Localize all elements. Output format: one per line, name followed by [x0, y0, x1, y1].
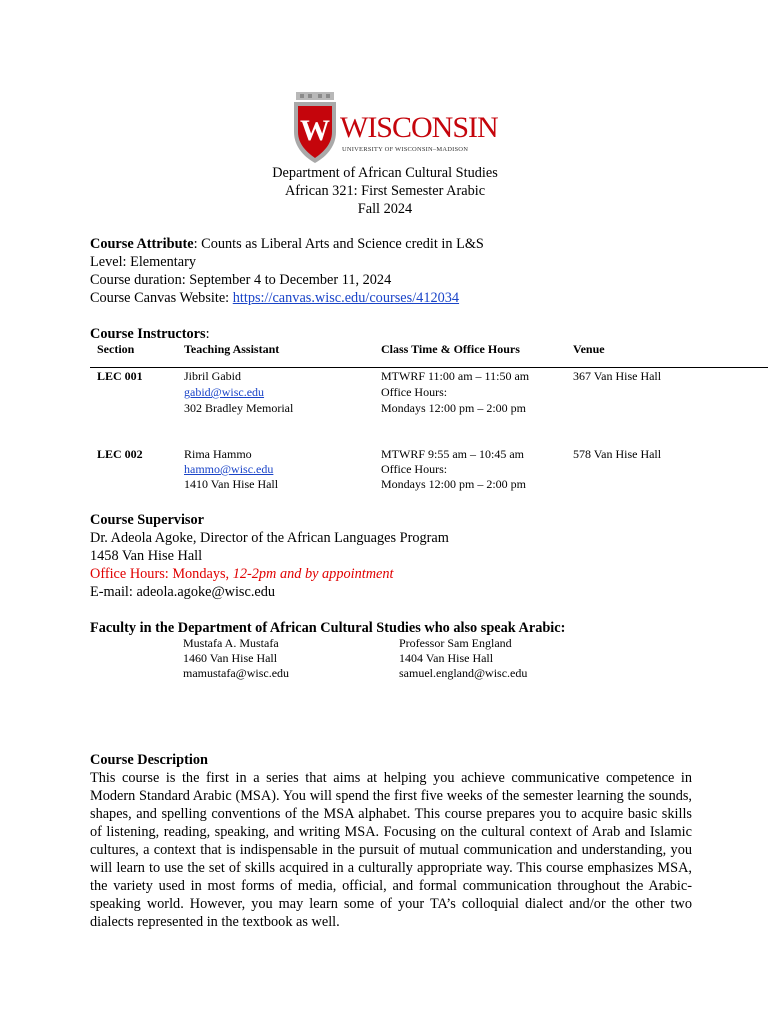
logo-wordmark: WISCONSIN [340, 111, 498, 144]
row-ta-name: Jibril Gabid [184, 369, 241, 383]
row-office-hours: Mondays 12:00 pm – 2:00 pm [381, 401, 527, 415]
table-header-rule [90, 367, 768, 368]
row-ta-email[interactable]: gabid@wisc.edu [184, 385, 265, 399]
row-class-time: MTWRF 11:00 am – 11:50 am [381, 369, 530, 383]
instructors-heading-text: Course Instructors [90, 326, 206, 342]
instructors-heading-colon: : [205, 326, 210, 342]
canvas-label: Course Canvas Website: [90, 290, 233, 306]
crest-icon [292, 92, 338, 164]
course-attribute [90, 235, 484, 253]
row-class-time: MTWRF 9:55 am – 10:45 am [381, 447, 524, 461]
supervisor-hours-italic: 12-2pm and by appointment [232, 566, 394, 582]
course-term: Fall 2024 [357, 201, 413, 217]
canvas-link[interactable]: https://canvas.wisc.edu/courses/412034 [232, 290, 460, 306]
row-ta-office: 302 Bradley Memorial [184, 401, 294, 415]
row-section: LEC 002 [97, 447, 143, 461]
description-heading: Course Description [90, 752, 208, 768]
row-venue: 578 Van Hise Hall [573, 447, 662, 461]
row-office-hours: Mondays 12:00 pm – 2:00 pm [381, 477, 527, 491]
row-ta-office: 1410 Van Hise Hall [184, 477, 279, 491]
course-canvas [90, 289, 459, 307]
supervisor-heading: Course Supervisor [90, 512, 204, 528]
course-attribute-value: : Counts as Liberal Arts and Science credit in L&S [193, 236, 484, 252]
supervisor-office-hours [90, 565, 394, 583]
logo-subtext: UNIVERSITY OF WISCONSIN–MADISON [342, 146, 469, 153]
faculty-email: mamustafa@wisc.edu [183, 666, 290, 680]
shield-letter: W [300, 114, 330, 147]
supervisor-email: E-mail: adeola.agoke@wisc.edu [90, 584, 276, 600]
instructors-heading [90, 325, 210, 343]
faculty-office: 1404 Van Hise Hall [399, 651, 494, 665]
university-logo [290, 92, 498, 164]
course-attribute-label: Course Attribute [90, 236, 194, 252]
faculty-heading: Faculty in the Department of African Cultural Studies who also speak Arabic: [90, 620, 566, 636]
row-office-hours-label: Office Hours: [381, 385, 448, 399]
course-title: African 321: First Semester Arabic [284, 183, 486, 199]
row-ta-email[interactable]: hammo@wisc.edu [184, 462, 274, 476]
row-venue: 367 Van Hise Hall [573, 369, 662, 383]
row-ta-name: Rima Hammo [184, 447, 252, 461]
faculty-office: 1460 Van Hise Hall [183, 651, 278, 665]
faculty-name: Professor Sam England [399, 636, 512, 650]
supervisor-office: 1458 Van Hise Hall [90, 548, 203, 564]
supervisor-name: Dr. Adeola Agoke, Director of the African Languages Program [90, 530, 449, 546]
column-header-section: Section [97, 342, 135, 356]
column-header-time: Class Time & Office Hours [381, 342, 520, 356]
row-office-hours-label: Office Hours: [381, 462, 448, 476]
course-duration: Course duration: September 4 to December 11, 2024 [90, 272, 392, 288]
column-header-ta: Teaching Assistant [184, 342, 280, 356]
department-name: Department of African Cultural Studies [272, 165, 498, 181]
faculty-email: samuel.england@wisc.edu [399, 666, 528, 680]
course-level: Level: Elementary [90, 254, 196, 270]
row-section: LEC 001 [97, 369, 143, 383]
supervisor-hours-prefix: Office Hours: Mondays, [90, 566, 233, 582]
column-header-venue: Venue [573, 342, 605, 356]
description-body: This course is the first in a series that aims at helping you achieve communicative competence in Modern Standard Arabic (MSA). You will spend the first five weeks of the semester learning the sounds, shapes, and spelling conventions of the MSA alphabet. This course prepares you to acquire basic skills of listening, reading, speaking, and writing MSA. Focusing on the cultural context of Arab and Islamic cultures, a context that is indispensable in the pursuit of mutual communication and understanding, you will learn to use the set of skills acquired in a culturally appropriate way. This course emphasizes MSA, the variety used in most forms of media, official, and formal communication throughout the Arabic-speaking world. However, you may learn some of your TA’s colloquial dialect and/or the other two dialects represented in the textbook as well. [90, 770, 692, 930]
faculty-name: Mustafa A. Mustafa [183, 636, 279, 650]
